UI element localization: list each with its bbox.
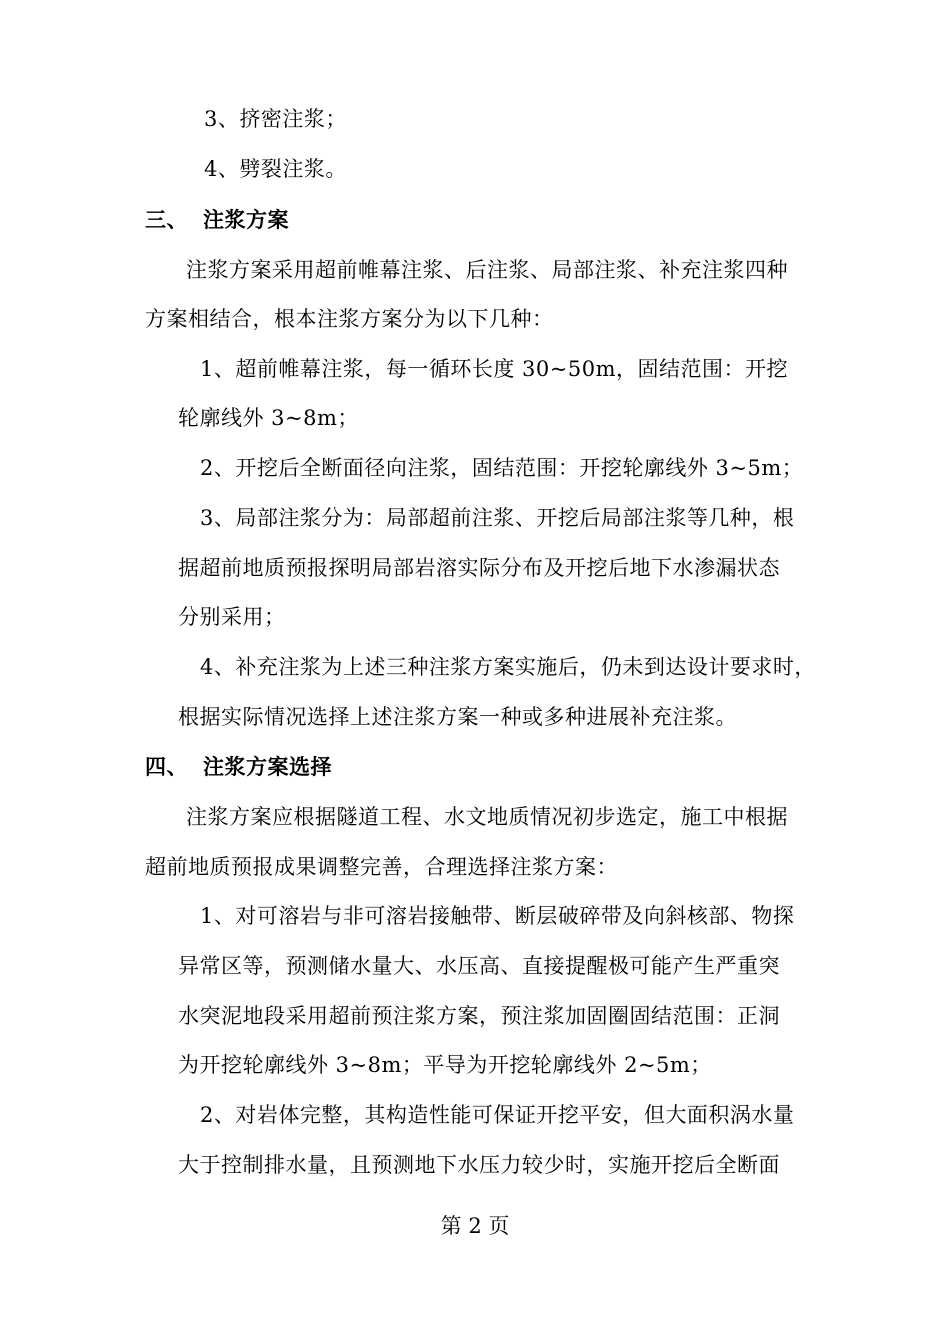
section-heading-4 [145,753,332,781]
section-title: 注浆方案选择 [203,754,332,779]
page-number-footer: 第 2 页 [440,1214,510,1238]
section-number: 四、 [145,754,188,779]
list-item-line: 4、补充注浆为上述三种注浆方案实施后，仍未到达设计要求时， [200,655,816,679]
paragraph-line: 注浆方案应根据隧道工程、水文地质情况初步选定，施工中根据 [186,805,788,829]
paragraph-line: 方案相结合，根本注浆方案分为以下几种： [145,307,554,331]
list-item-line: 异常区等，预测储水量大、水压高、直接提醒极可能产生严重突 [178,954,780,978]
list-item-line: 2、开挖后全断面径向注浆，固结范围：开挖轮廓线外 3~5m； [200,456,804,480]
list-item-line: 水突泥地段采用超前预注浆方案，预注浆加固圈固结范围：正洞 [178,1004,780,1028]
section-title: 注浆方案 [203,207,289,232]
list-item-fracture-grouting: 4、劈裂注浆。 [204,157,347,181]
list-item-line: 分别采用； [178,605,286,629]
list-item-line: 2、对岩体完整，其构造性能可保证开挖平安，但大面积涡水量 [200,1103,795,1127]
list-item-line: 1、对可溶岩与非可溶岩接触带、断层破碎带及向斜核部、物探 [200,904,795,928]
section-number: 三、 [145,207,188,232]
list-item-line: 1、超前帷幕注浆，每一循环长度 30~50m，固结范围：开挖 [200,357,788,381]
paragraph-line: 注浆方案采用超前帷幕注浆、后注浆、局部注浆、补充注浆四种 [186,258,788,282]
list-item-line: 轮廓线外 3~8m； [178,406,359,430]
section-heading-3 [145,206,289,234]
paragraph-line: 超前地质预报成果调整完善，合理选择注浆方案： [145,855,618,879]
list-item-line: 3、局部注浆分为：局部超前注浆、开挖后局部注浆等几种，根 [200,506,795,530]
list-item-line: 为开挖轮廓线外 3~8m；平导为开挖轮廓线外 2~5m； [178,1053,712,1077]
list-item-squeeze-grouting: 3、挤密注浆； [204,107,347,131]
list-item-line: 大于控制排水量，且预测地下水压力较少时，实施开挖后全断面 [178,1153,780,1177]
list-item-line: 根据实际情况选择上述注浆方案一种或多种进展补充注浆。 [178,705,737,729]
list-item-line: 据超前地质预报探明局部岩溶实际分布及开挖后地下水渗漏状态 [178,556,780,580]
